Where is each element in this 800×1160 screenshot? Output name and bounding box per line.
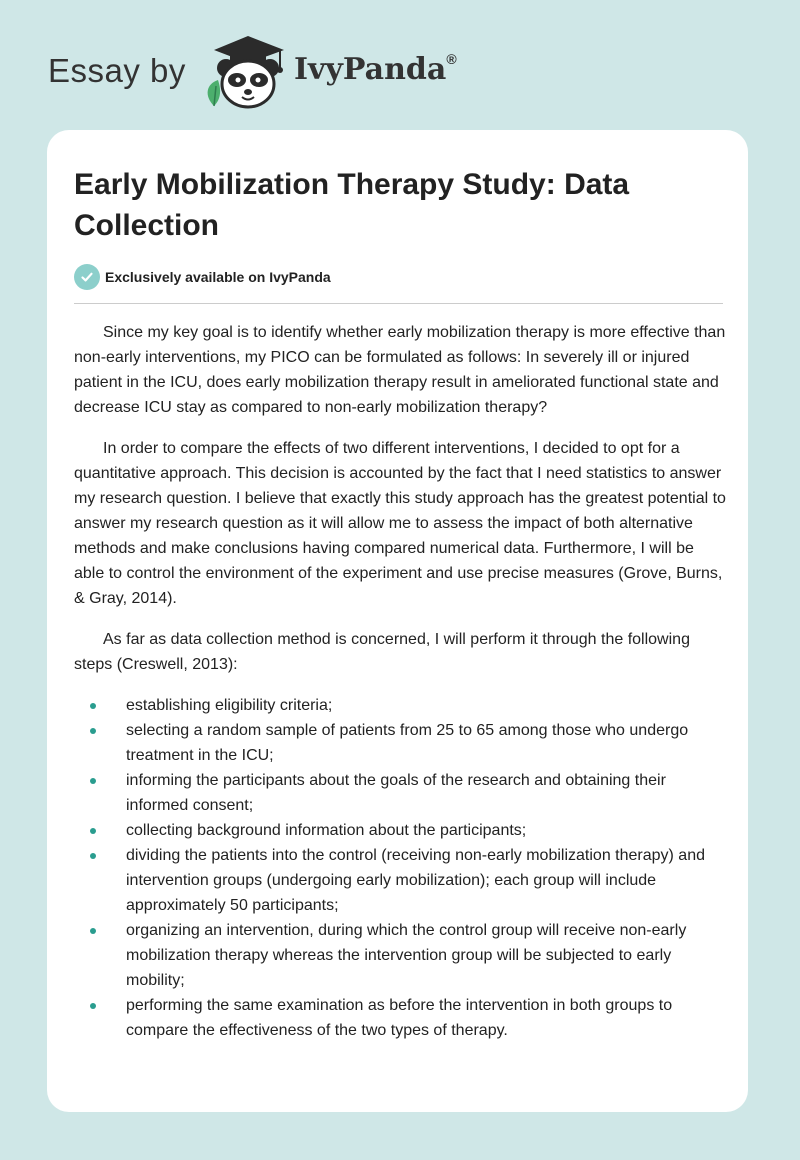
essay-card [47, 130, 748, 1112]
paragraph: In order to compare the effects of two different interventions, I decided to opt for a quantitative approach. This decision is accounted by the fact that I need statistics to answer my research question. I believe that exactly this study approach has the greatest potential to answer my research question as it will allow me to assess the impact of both alternative methods and make conclusions having compared numerical data. Furthermore, I will be able to control the environment of the experiment and use precise measures (Grove, Burns, & Gray, 2014). [74, 440, 726, 607]
list-item [126, 768, 726, 818]
steps-list [74, 693, 726, 1043]
list-item-text: selecting a random sample of patients from 25 to 65 among those who undergo treatment in the ICU; [126, 722, 689, 764]
brand-header [48, 30, 508, 110]
list-item [126, 993, 726, 1043]
registered-mark: ® [446, 51, 457, 67]
list-item [126, 693, 726, 718]
brand-name[interactable]: IvyPanda® [294, 51, 457, 87]
list-item [126, 718, 726, 768]
panda-logo-icon[interactable] [200, 34, 290, 110]
essay-body [74, 320, 726, 1043]
check-circle-icon [74, 264, 100, 290]
bullet-icon [90, 703, 96, 709]
list-item [126, 843, 726, 918]
divider [74, 303, 723, 304]
bullet-icon [90, 778, 96, 784]
list-item-text: establishing eligibility criteria; [126, 697, 333, 714]
page-title: Early Mobilization Therapy Study: Data Collection [74, 168, 630, 242]
list-item-text: dividing the patients into the control (receiving non-early mobilization therapy) and intervention groups (undergoing early mobilization); each group will include approximately 50 participants; [126, 847, 705, 914]
list-item-text: performing the same examination as before the intervention in both groups to compare the effectiveness of the two types of therapy. [126, 997, 673, 1039]
list-item [126, 818, 726, 843]
list-item-text: informing the participants about the goals of the research and obtaining their informed consent; [126, 772, 666, 814]
bullet-icon [90, 1003, 96, 1009]
paragraph: Since my key goal is to identify whether early mobilization therapy is more effective than non-early interventions, my PICO can be formulated as follows: In severely ill or injured patient in the ICU, does early mobilization therapy result in ameliorated functional state and decrease ICU stay as compared to non-early mobilization therapy? [74, 324, 726, 416]
bullet-icon [90, 828, 96, 834]
exclusive-badge [74, 264, 331, 290]
bullet-icon [90, 928, 96, 934]
list-item [126, 918, 726, 993]
paragraph: As far as data collection method is concerned, I will perform it through the following steps (Creswell, 2013): [74, 631, 690, 673]
exclusive-label: Exclusively available on IvyPanda [105, 269, 331, 285]
bullet-icon [90, 853, 96, 859]
list-item-text: collecting background information about the participants; [126, 822, 527, 839]
list-item-text: organizing an intervention, during which the control group will receive non-early mobilization therapy whereas the intervention group will be subjected to early mobility; [126, 922, 687, 989]
bullet-icon [90, 728, 96, 734]
brand-prefix: Essay by [48, 52, 186, 89]
